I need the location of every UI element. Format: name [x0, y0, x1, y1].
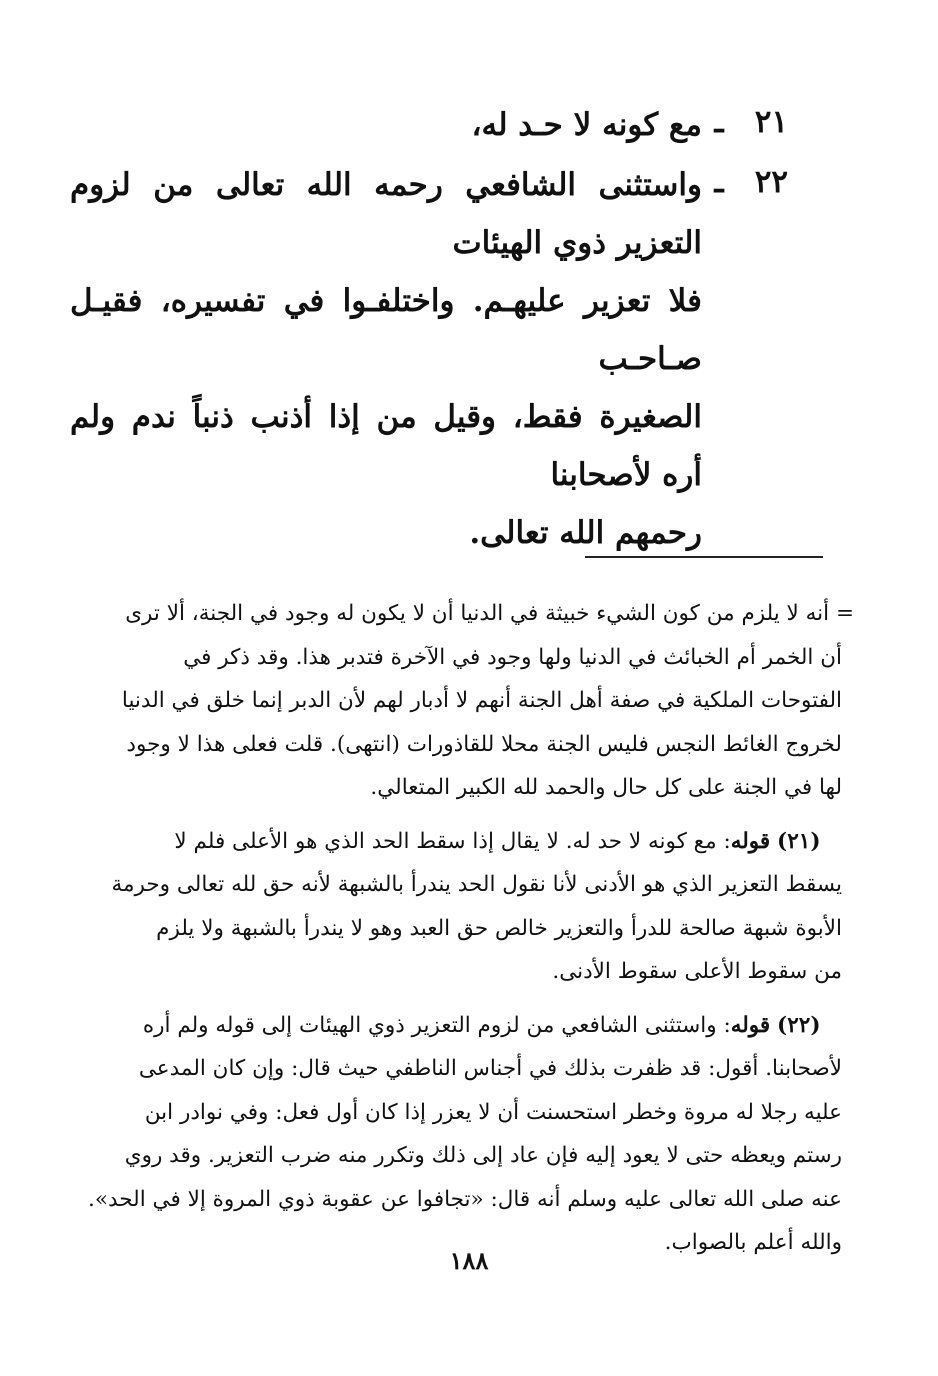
footnote-line: = أنه لا يلزم من كون الشيء خبيثة في الدنيا أن لا يكون له وجود في الجنة، ألا ترى: [125, 601, 854, 626]
main-text: [70, 96, 788, 564]
entry-dash: ـ: [714, 104, 724, 140]
footnote-line: عليه رجلا له مروة وخطر استحسنت أن لا يعزر إذا كان أول فعل: وفي نوادر ابن: [144, 1099, 842, 1125]
footnote-line: [74, 1004, 842, 1048]
footnote-keyword: قوله: [730, 828, 771, 854]
footnote-marker: (٢١): [777, 828, 821, 854]
footnote-text: : مع كونه لا حد له. لا يقال إذا سقط الحد الذي هو الأعلى فلم لا: [174, 828, 731, 854]
entry-dash: ـ: [714, 164, 724, 200]
footnote-line: الفتوحات الملكية في صفة أهل الجنة أنهم لا أدبار لهم لأن الدبر إنما خلق في الدنيا: [121, 688, 842, 713]
footnote-line: من سقوط الأعلى سقوط الأدنى.: [552, 959, 842, 984]
entry-line: فلا تعزير عليهـم. واختلفـوا في تفسيره، فقيـل صـاحـب: [70, 283, 702, 377]
footnote-separator: [585, 556, 823, 558]
entry-line: مع كونه لا حـد له،: [471, 107, 702, 143]
footnote-line: [74, 820, 842, 864]
entry-line: الصغيرة فقط، وقيل من إذا أذنب ذنباً ندم ولم أره لأصحابنا: [70, 399, 702, 493]
footnote-line: رستم ويعظه حتى لا يعود إليه فإن عاد إلى ذلك وتكرر منه ضرب التعزير. وقد روي: [124, 1143, 842, 1168]
footnote-line: يسقط التعزير الذي هو الأدنى لأنا نقول الحد يندرأ بالشبهة لأنه حق لله تعالى وحرمة: [111, 872, 842, 897]
entry-21: [70, 96, 788, 154]
footnotes: [74, 592, 854, 1275]
entry-line: واستثنى الشافعي رحمه الله تعالى من لزوم التعزير ذوي الهيئات: [70, 167, 702, 261]
footnote-22: [74, 1004, 842, 1265]
entry-line: رحمهم الله تعالى.: [469, 515, 702, 551]
footnote-line: والله أعلم بالصواب.: [664, 1230, 842, 1255]
footnote-line: لأصحابنا. أقول: قد ظفرت بذلك في أجناس الناطفي حيث قال: وإن كان المدعى: [138, 1056, 842, 1081]
footnote-line: عنه صلى الله تعالى عليه وسلم أنه قال: «تجافوا عن عقوبة ذوي المروة إلا في الحد».: [88, 1186, 842, 1212]
entry-text: [70, 96, 702, 154]
entry-number: ٢١: [754, 104, 788, 140]
footnote-line: لها في الجنة على كل حال والحمد لله الكبير المتعالي.: [370, 775, 842, 800]
footnote-marker: (٢٢): [777, 1012, 821, 1038]
footnote-line: الأبوة شبهة صالحة للدرأ والتعزير خالص حق العبد وهو لا يندرأ بالشبهة ولا يلزم: [156, 915, 842, 941]
footnote-line: أن الخمر أم الخبائث في الدنيا ولها وجود في الآخرة فتدبر هذا. وقد ذكر في: [183, 644, 842, 670]
footnote-continuation: [74, 592, 854, 810]
entry-number: ٢٢: [754, 164, 788, 200]
footnote-keyword: قوله: [730, 1012, 771, 1038]
footnote-text: : واستثنى الشافعي من لزوم التعزير ذوي الهيئات إلى قوله ولم أره: [142, 1012, 731, 1038]
footnote-21: [74, 820, 842, 994]
entry-text: [70, 156, 702, 562]
footnote-line: لخروج الغائط النجس فليس الجنة محلا للقاذورات (انتهى). قلت فعلى هذا لا وجود: [126, 731, 842, 757]
page-number: ١٨٨: [449, 1246, 489, 1275]
entry-22: [70, 156, 788, 562]
